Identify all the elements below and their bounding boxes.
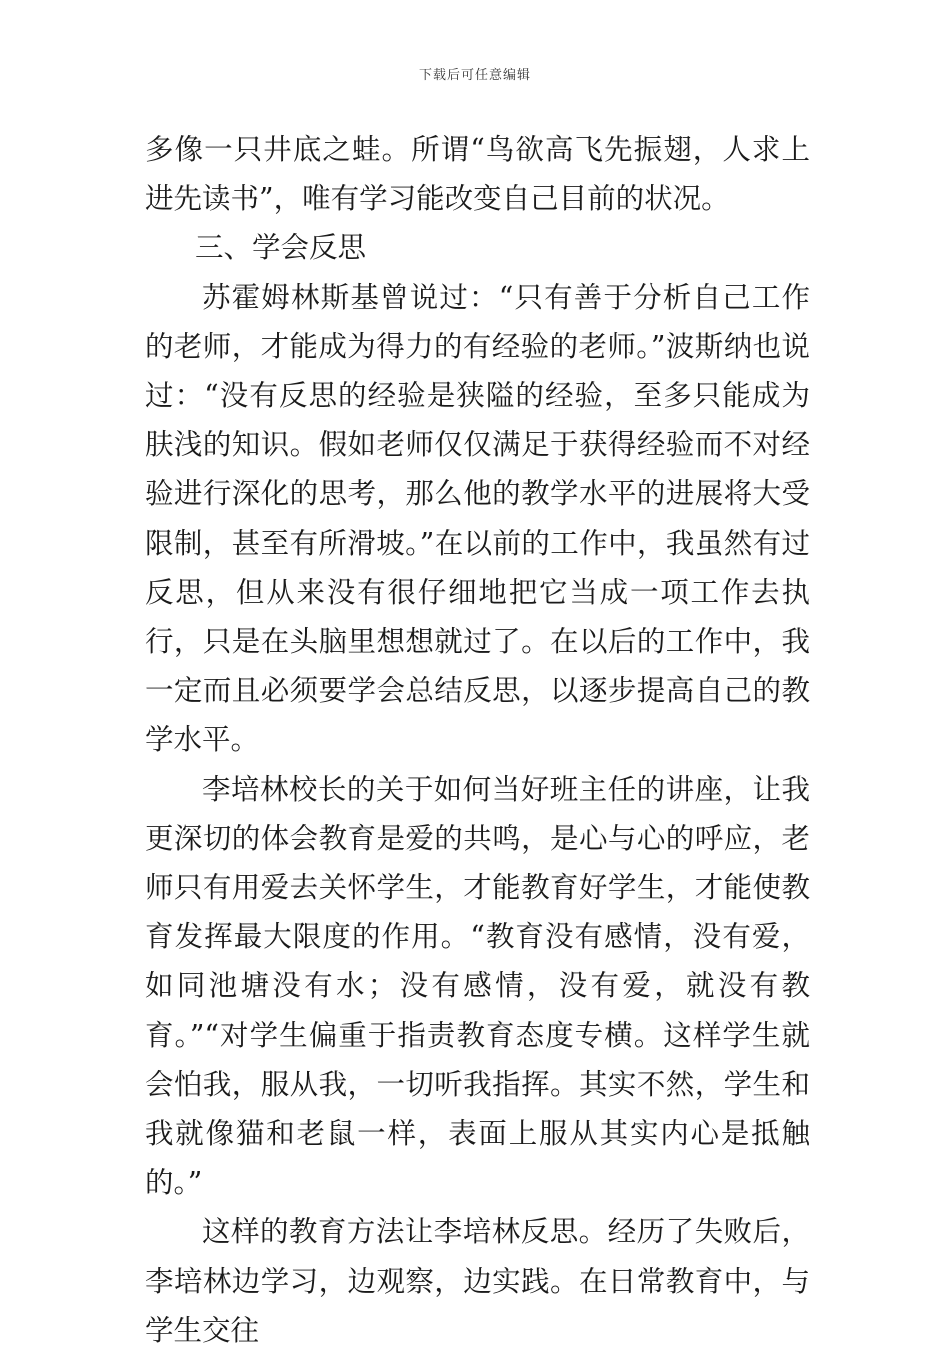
section-heading: 三、学会反思	[195, 231, 367, 265]
paragraph-continuation: 多像一只井底之蛙。所谓“鸟欲高飞先振翅，人求上进先读书”，唯有学习能改变自己目前的状况。	[145, 133, 810, 216]
paragraph-lecture: 李培林校长的关于如何当好班主任的讲座，让我更深切的体会教育是爱的共鸣，是心与心的呼应，老师只有用爱去关怀学生，才能教育好学生，才能使教育发挥最大限度的作用。“教育没有感情，没有爱，如同池塘没有水；没有感情，没有爱，就没有教育。”“对学生偏重于指责教育态度专横。这样学生就会怕我，服从我，一切听我指挥。其实不然，学生和我就像猫和老鼠一样，表面上服从其实内心是抵触的。”	[145, 772, 810, 1200]
paragraph-reflection: 苏霍姆林斯基曾说过：“只有善于分析自己工作的老师，才能成为得力的有经验的老师。”波斯纳也说过：“没有反思的经验是狭隘的经验，至多只能成为肤浅的知识。假如老师仅仅满足于获得经验而不对经验进行深化的思考，那么他的教学水平的进展将大受限制，甚至有所滑坡。”在以前的工作中，我虽然有过反思，但从来没有很仔细地把它当成一项工作去执行，只是在头脑里想想就过了。在以后的工作中，我一定而且必须要学会总结反思，以逐步提高自己的教学水平。	[145, 280, 810, 757]
paragraph-method: 这样的教育方法让李培林反思。经历了失败后，李培林边学习，边观察，边实践。在日常教育中，与学生交往	[145, 1215, 810, 1347]
document-body	[145, 125, 810, 1355]
page-header-note: 下载后可任意编辑	[418, 68, 531, 83]
